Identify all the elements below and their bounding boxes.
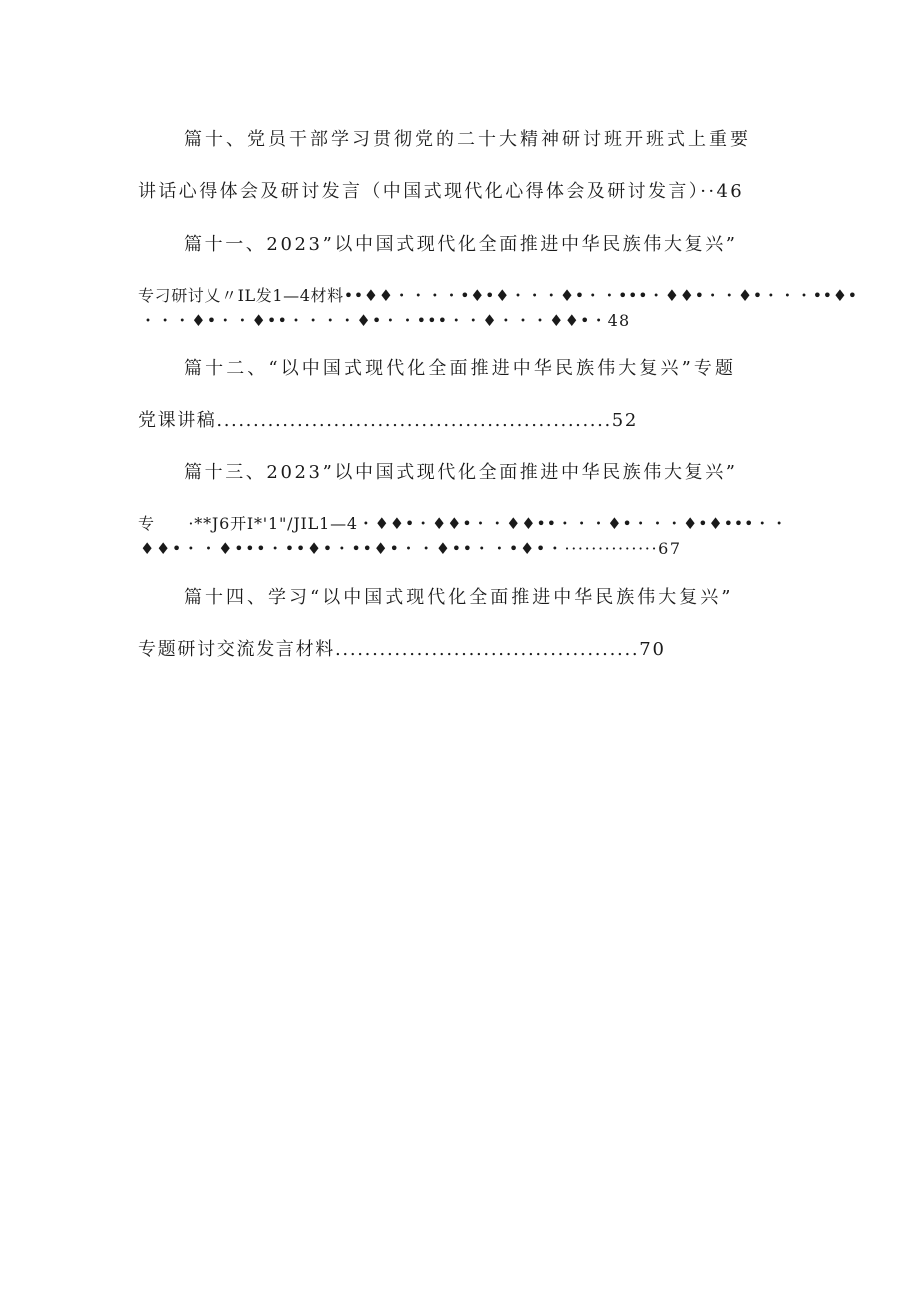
toc-entry-14-continuation: 专题研讨交流发言材料.........................................70 — [138, 639, 666, 660]
toc-entry-11-title: 篇十一、2023”以中国式现代化全面推进中华民族伟大复兴” — [184, 234, 738, 255]
toc-entry-12-title: 篇十二、“以中国式现代化全面推进中华民族伟大复兴”专题 — [184, 358, 737, 379]
toc-entry-10-continuation: 讲话心得体会及研讨发言（中国式现代化心得体会及研讨发言）··46 — [138, 181, 745, 202]
toc-entry-11-leader: ・・・♦•・・♦••・・・・♦•・・•••・・♦・・・♦♦•・48 — [140, 311, 631, 330]
toc-entry-13-leader: ♦♦•・・♦•••・••♦•・••♦•・・♦••・・•♦•・··············67 — [140, 539, 682, 558]
toc-entry-12-continuation: 党课讲稿......................................................52 — [138, 410, 638, 431]
toc-entry-13-title: 篇十三、2023”以中国式现代化全面推进中华民族伟大复兴” — [184, 462, 738, 483]
toc-entry-11-continuation: 专刁研讨乂〃IL发1—4材料••♦♦・・・・•♦•♦・・・♦•・・•••・♦♦•・・♦•・・・••♦• — [138, 286, 858, 305]
toc-entry-10-title: 篇十、党员干部学习贯彻党的二十大精神研讨班开班式上重要 — [184, 129, 751, 150]
toc-entry-14-title: 篇十四、学习“以中国式现代化全面推进中华民族伟大复兴” — [184, 587, 734, 608]
toc-entry-13-continuation: 专 ·**J6开I*'1"/JIL1—4・♦♦•・♦♦•・・♦♦••・・・♦•・・・♦•♦•••・・ — [138, 514, 788, 533]
